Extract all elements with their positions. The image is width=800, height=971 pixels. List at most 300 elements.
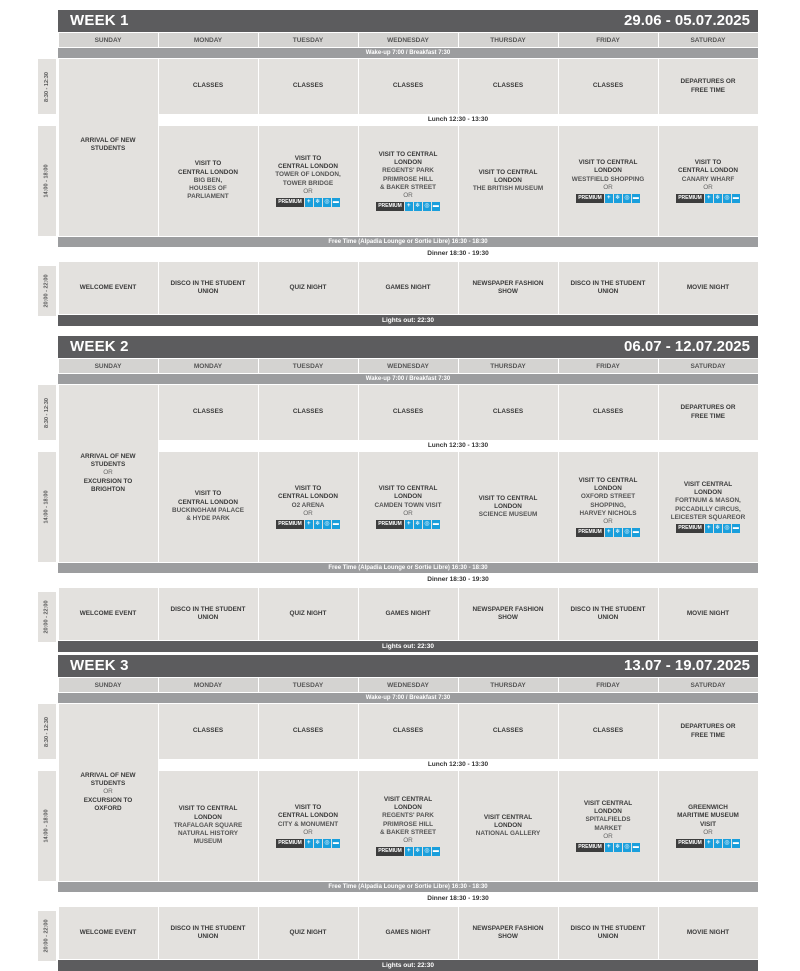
premium-badge xyxy=(376,520,440,529)
morning-activity: CLASSES xyxy=(492,408,524,416)
time-morning xyxy=(38,704,56,759)
time-evening-label: 20:00 - 22:00 xyxy=(44,919,50,953)
afternoon-title-line: VISIT CENTRAL xyxy=(483,813,533,821)
globe-icon: ◎ xyxy=(624,844,630,851)
week-dates: 13.07 - 19.07.2025 xyxy=(624,657,750,674)
afternoon-cell xyxy=(659,452,758,562)
evening-cell xyxy=(559,262,658,314)
afternoon-title-line: LONDON xyxy=(394,493,422,501)
day-header-wednesday: WEDNESDAY xyxy=(359,359,458,373)
globe-icon: ◎ xyxy=(624,195,630,202)
globe-icon: ◎ xyxy=(424,203,430,210)
afternoon-detail-line: CANARY WHARF xyxy=(681,175,735,183)
afternoon-detail-line: NATURAL HISTORY xyxy=(177,830,239,838)
afternoon-detail-line: PRIMROSE HILL xyxy=(382,820,434,828)
wakeup-band: Wake-up 7:00 / Breakfast 7:30 xyxy=(58,374,758,384)
morning-cell xyxy=(359,59,458,114)
afternoon-or: OR xyxy=(303,828,313,836)
week-title: WEEK 1 xyxy=(70,12,129,29)
evening-cell xyxy=(359,588,458,640)
morning-cell xyxy=(459,59,558,114)
plus-icon: + xyxy=(705,839,713,848)
premium-badge xyxy=(676,839,740,848)
premium-badge xyxy=(576,843,640,852)
ticket-icon: ▬ xyxy=(332,840,339,847)
ticket-icon: ▬ xyxy=(632,195,639,202)
evening-cell xyxy=(259,262,358,314)
lights-out-band: Lights out: 22:30 xyxy=(58,641,758,652)
lights-out-band: Lights out: 22:30 xyxy=(58,315,758,326)
afternoon-title-line: VISIT TO xyxy=(294,803,322,811)
premium-badge xyxy=(376,847,440,856)
afternoon-title-line: CENTRAL LONDON xyxy=(278,493,338,501)
premium-badge xyxy=(576,528,640,537)
plus-icon: + xyxy=(405,847,413,856)
afternoon-title-line: MARITIME MUSEUM xyxy=(677,812,739,820)
afternoon-detail-line: REGENTS' PARK xyxy=(382,167,434,175)
premium-label: PREMIUM xyxy=(678,840,702,847)
evening-activity: MOVIE NIGHT xyxy=(686,609,730,617)
afternoon-title-line: LONDON xyxy=(494,176,522,184)
afternoon-or: OR xyxy=(403,509,413,517)
ticket-icon: ▬ xyxy=(432,203,439,210)
premium-label: PREMIUM xyxy=(378,203,402,210)
afternoon-title-line: VISIT TO CENTRAL xyxy=(378,150,438,158)
lights-out-band: Lights out: 22:30 xyxy=(58,960,758,971)
morning-cell xyxy=(259,59,358,114)
free-time-band: Free Time (Alpadia Lounge or Sortie Libre) 16:30 - 18:30 xyxy=(58,563,758,573)
time-evening xyxy=(38,266,56,316)
premium-badge xyxy=(676,194,740,203)
afternoon-title-line: VISIT CENTRAL xyxy=(383,795,433,803)
afternoon-title-line: LONDON xyxy=(394,803,422,811)
afternoon-detail-line: & BAKER STREET xyxy=(379,828,437,836)
ski-icon: ❄ xyxy=(615,844,621,851)
ski-icon: ❄ xyxy=(315,521,321,528)
day-header-tuesday: TUESDAY xyxy=(259,359,358,373)
evening-cell xyxy=(159,907,258,959)
sunday-arrival-cell xyxy=(59,704,158,881)
afternoon-title-line: VISIT TO CENTRAL xyxy=(478,168,538,176)
evening-activity: MOVIE NIGHT xyxy=(686,928,730,936)
premium-badge xyxy=(376,202,440,211)
ski-icon: ❄ xyxy=(615,195,621,202)
afternoon-or: OR xyxy=(303,187,313,195)
morning-cell xyxy=(659,385,758,440)
afternoon-detail-line: SPITALFIELDS xyxy=(585,816,631,824)
afternoon-detail-line: PARLIAMENT xyxy=(187,193,229,201)
premium-label: PREMIUM xyxy=(278,840,302,847)
ski-icon: ❄ xyxy=(415,203,421,210)
day-header-tuesday: TUESDAY xyxy=(259,33,358,47)
afternoon-detail-line: FORTNUM & MASON, xyxy=(675,497,741,505)
afternoon-title-line: VISIT TO CENTRAL xyxy=(378,484,438,492)
ski-icon: ❄ xyxy=(415,521,421,528)
afternoon-detail-line: WESTFIELD SHOPPING xyxy=(571,175,645,183)
premium-label: PREMIUM xyxy=(378,521,402,528)
evening-activity: GAMES NIGHT xyxy=(385,928,431,936)
time-evening xyxy=(38,911,56,961)
afternoon-title-line: CENTRAL LONDON xyxy=(678,167,738,175)
afternoon-detail-line: PICCADILLY CIRCUS, xyxy=(675,505,741,513)
week-header xyxy=(58,655,758,677)
afternoon-detail-line: O2 ARENA xyxy=(291,501,325,509)
globe-icon: ◎ xyxy=(624,529,630,536)
evening-cell xyxy=(159,262,258,314)
afternoon-title-line: VISIT CENTRAL xyxy=(583,799,633,807)
arrival-line: STUDENTS xyxy=(90,780,126,787)
ski-icon: ❄ xyxy=(715,195,721,202)
afternoon-title-line: CENTRAL LONDON xyxy=(178,168,238,176)
globe-icon: ◎ xyxy=(424,848,430,855)
afternoon-cell xyxy=(359,452,458,562)
arrival-or: OR xyxy=(103,788,113,796)
day-header-monday: MONDAY xyxy=(159,33,258,47)
ticket-icon: ▬ xyxy=(432,521,439,528)
plus-icon: + xyxy=(705,194,713,203)
day-header-sunday: SUNDAY xyxy=(59,678,158,692)
premium-badge xyxy=(276,520,340,529)
evening-cell xyxy=(59,588,158,640)
afternoon-cell xyxy=(559,452,658,562)
week-block xyxy=(38,655,758,970)
time-afternoon-label: 14:00 - 18:00 xyxy=(44,164,50,198)
afternoon-detail-line: BUCKINGHAM PALACE xyxy=(172,507,244,514)
premium-label: PREMIUM xyxy=(278,199,302,206)
premium-label: PREMIUM xyxy=(578,529,602,536)
ticket-icon: ▬ xyxy=(732,525,739,532)
evening-cell xyxy=(59,907,158,959)
time-morning xyxy=(38,385,56,440)
day-header-friday: FRIDAY xyxy=(559,33,658,47)
morning-activity: CLASSES xyxy=(192,408,224,416)
afternoon-title-line: LONDON xyxy=(694,489,722,496)
time-morning xyxy=(38,59,56,114)
afternoon-cell xyxy=(159,452,258,562)
morning-activity: DEPARTURES OR FREE TIME xyxy=(680,78,736,94)
day-header-friday: FRIDAY xyxy=(559,359,658,373)
day-header-friday: FRIDAY xyxy=(559,678,658,692)
morning-cell xyxy=(159,59,258,114)
afternoon-or: OR xyxy=(603,832,613,840)
evening-activity: DISCO IN THE STUDENT UNION xyxy=(570,605,646,621)
ski-icon: ❄ xyxy=(415,848,421,855)
premium-badge xyxy=(276,198,340,207)
arrival-line: OXFORD xyxy=(94,804,122,812)
morning-activity: CLASSES xyxy=(292,408,324,416)
plus-icon: + xyxy=(605,194,613,203)
time-morning-label: 8:30 - 12:30 xyxy=(44,71,50,102)
evening-activity: NEWSPAPER FASHION SHOW xyxy=(472,279,544,295)
week-block xyxy=(38,10,758,325)
afternoon-title-line: LONDON xyxy=(594,484,622,492)
afternoon-or: OR xyxy=(603,518,613,526)
afternoon-detail-line: CITY & MONUMENT xyxy=(277,820,339,828)
afternoon-detail-line: CAMDEN TOWN VISIT xyxy=(374,501,442,509)
afternoon-cell xyxy=(359,126,458,236)
afternoon-title-line: VISIT TO CENTRAL xyxy=(578,476,638,484)
premium-label: PREMIUM xyxy=(278,521,302,528)
afternoon-title-line: LONDON xyxy=(194,813,222,821)
evening-cell xyxy=(459,907,558,959)
afternoon-detail-line: SCIENCE MUSEUM xyxy=(478,511,538,519)
morning-cell xyxy=(259,704,358,759)
day-header-thursday: THURSDAY xyxy=(459,359,558,373)
plus-icon: + xyxy=(405,520,413,529)
plus-icon: + xyxy=(305,839,313,848)
afternoon-title-line: LONDON xyxy=(594,808,622,815)
morning-cell xyxy=(359,385,458,440)
globe-icon: ◎ xyxy=(724,195,730,202)
evening-activity: QUIZ NIGHT xyxy=(289,609,327,617)
day-header-saturday: SATURDAY xyxy=(659,33,758,47)
ski-icon: ❄ xyxy=(315,840,321,847)
globe-icon: ◎ xyxy=(424,521,430,528)
premium-badge xyxy=(276,839,340,848)
afternoon-title-line: VISIT TO xyxy=(294,484,322,492)
free-time-band: Free Time (Alpadia Lounge or Sortie Libre) 16:30 - 18:30 xyxy=(58,237,758,247)
morning-cell xyxy=(459,385,558,440)
lunch-band: Lunch 12:30 - 13:30 xyxy=(158,759,758,771)
afternoon-cell xyxy=(259,126,358,236)
afternoon-detail-line: & BAKER STREET xyxy=(379,183,437,191)
morning-activity: CLASSES xyxy=(492,82,524,90)
dinner-band: Dinner 18:30 - 19:30 xyxy=(158,248,758,260)
afternoon-cell xyxy=(459,771,558,881)
arrival-line: EXCURSION TO xyxy=(83,477,133,485)
evening-activity: DISCO IN THE STUDENT UNION xyxy=(570,924,646,940)
evening-cell xyxy=(659,588,758,640)
globe-icon: ◎ xyxy=(724,840,730,847)
globe-icon: ◎ xyxy=(324,199,330,206)
morning-activity: CLASSES xyxy=(592,82,624,90)
afternoon-title-line: GREENWICH xyxy=(688,803,728,811)
afternoon-title-line: VISIT xyxy=(700,820,716,828)
ski-icon: ❄ xyxy=(715,840,721,847)
evening-cell xyxy=(259,907,358,959)
ticket-icon: ▬ xyxy=(632,529,639,536)
week-header xyxy=(58,10,758,32)
morning-cell xyxy=(359,704,458,759)
day-header-sunday: SUNDAY xyxy=(59,33,158,47)
afternoon-title-line: LONDON xyxy=(594,167,622,175)
evening-activity: GAMES NIGHT xyxy=(385,609,431,617)
afternoon-cell xyxy=(159,126,258,236)
evening-activity: NEWSPAPER FASHION SHOW xyxy=(472,605,544,621)
ticket-icon: ▬ xyxy=(732,840,739,847)
globe-icon: ◎ xyxy=(324,840,330,847)
afternoon-cell xyxy=(559,771,658,881)
evening-cell xyxy=(59,262,158,314)
wakeup-band: Wake-up 7:00 / Breakfast 7:30 xyxy=(58,48,758,58)
afternoon-detail-line: NATIONAL GALLERY xyxy=(475,830,541,838)
morning-cell xyxy=(459,704,558,759)
afternoon-or: OR xyxy=(703,183,713,191)
morning-activity: CLASSES xyxy=(292,82,324,90)
premium-badge xyxy=(676,524,740,533)
morning-cell xyxy=(559,385,658,440)
ski-icon: ❄ xyxy=(315,199,321,206)
afternoon-detail-line: BIG BEN, xyxy=(193,176,223,184)
afternoon-cell xyxy=(559,126,658,236)
evening-cell xyxy=(459,588,558,640)
morning-cell xyxy=(659,704,758,759)
sunday-arrival-cell xyxy=(59,59,158,236)
morning-activity: CLASSES xyxy=(192,82,224,90)
morning-activity: CLASSES xyxy=(392,82,424,90)
afternoon-cell xyxy=(659,126,758,236)
arrival-line: STUDENTS xyxy=(90,145,126,153)
morning-cell xyxy=(559,59,658,114)
evening-cell xyxy=(659,262,758,314)
afternoon-title-line: VISIT TO xyxy=(294,154,322,162)
ticket-icon: ▬ xyxy=(332,199,339,206)
evening-activity: MOVIE NIGHT xyxy=(686,283,730,291)
dinner-band: Dinner 18:30 - 19:30 xyxy=(158,574,758,586)
time-afternoon xyxy=(38,126,56,236)
sunday-arrival-cell xyxy=(59,385,158,562)
afternoon-title-line: VISIT CENTRAL xyxy=(683,480,733,488)
afternoon-title-line: CENTRAL LONDON xyxy=(278,163,338,170)
morning-activity: DEPARTURES OR FREE TIME xyxy=(680,723,736,739)
afternoon-detail-line: HARVEY NICHOLS xyxy=(579,509,637,517)
time-afternoon-label: 14:00 - 18:00 xyxy=(44,809,50,843)
ticket-icon: ▬ xyxy=(632,844,639,851)
morning-cell xyxy=(559,704,658,759)
day-header-thursday: THURSDAY xyxy=(459,33,558,47)
afternoon-title-line: LONDON xyxy=(494,502,522,510)
evening-activity: QUIZ NIGHT xyxy=(289,928,327,936)
premium-label: PREMIUM xyxy=(578,195,602,202)
morning-activity: CLASSES xyxy=(592,408,624,416)
ski-icon: ❄ xyxy=(615,529,621,536)
morning-activity: CLASSES xyxy=(192,727,224,735)
afternoon-detail-line: PRIMROSE HILL xyxy=(382,175,434,183)
morning-cell xyxy=(159,704,258,759)
afternoon-cell xyxy=(459,452,558,562)
evening-cell xyxy=(159,588,258,640)
ticket-icon: ▬ xyxy=(332,521,339,528)
afternoon-or: OR xyxy=(703,828,713,836)
week-title: WEEK 2 xyxy=(70,338,129,355)
ticket-icon: ▬ xyxy=(432,848,439,855)
afternoon-cell xyxy=(659,771,758,881)
afternoon-title-line: VISIT TO xyxy=(194,160,222,168)
lunch-band: Lunch 12:30 - 13:30 xyxy=(158,114,758,126)
evening-activity: NEWSPAPER FASHION SHOW xyxy=(472,924,544,940)
afternoon-detail-line: HOUSES OF xyxy=(189,185,227,193)
afternoon-detail-line: TOWER BRIDGE xyxy=(282,179,334,187)
dinner-band: Dinner 18:30 - 19:30 xyxy=(158,893,758,905)
afternoon-title-line: CENTRAL LONDON xyxy=(278,812,338,820)
afternoon-detail-line: OXFORD STREET xyxy=(580,493,636,501)
time-morning-label: 8:30 - 12:30 xyxy=(44,716,50,747)
afternoon-detail-line: SHOPPING, xyxy=(590,501,626,509)
afternoon-detail-line: REGENTS' PARK xyxy=(382,812,434,820)
evening-cell xyxy=(559,588,658,640)
morning-cell xyxy=(159,385,258,440)
evening-cell xyxy=(359,907,458,959)
afternoon-title-line: VISIT TO xyxy=(194,490,222,498)
evening-activity: WELCOME EVENT xyxy=(79,928,137,936)
afternoon-detail-line: TRAFALGAR SQUARE xyxy=(173,821,243,829)
time-evening-label: 20:00 - 22:00 xyxy=(44,600,50,634)
evening-activity: WELCOME EVENT xyxy=(79,609,137,617)
plus-icon: + xyxy=(605,528,613,537)
evening-activity: DISCO IN THE STUDENT UNION xyxy=(170,605,246,621)
afternoon-cell xyxy=(259,452,358,562)
day-header-thursday: THURSDAY xyxy=(459,678,558,692)
time-morning-label: 8:30 - 12:30 xyxy=(44,397,50,428)
arrival-line: ARRIVAL OF NEW xyxy=(80,137,136,144)
arrival-or: OR xyxy=(103,469,113,477)
afternoon-or: OR xyxy=(603,183,613,191)
day-header-saturday: SATURDAY xyxy=(659,359,758,373)
day-header-sunday: SUNDAY xyxy=(59,359,158,373)
evening-activity: DISCO IN THE STUDENT UNION xyxy=(170,279,246,295)
morning-cell xyxy=(259,385,358,440)
day-header-wednesday: WEDNESDAY xyxy=(359,678,458,692)
afternoon-detail-line: LEICESTER SQUAREOR xyxy=(670,513,746,521)
evening-cell xyxy=(459,262,558,314)
afternoon-title-line: LONDON xyxy=(494,821,522,829)
morning-activity: CLASSES xyxy=(492,727,524,735)
afternoon-detail-line: TOWER OF LONDON, xyxy=(275,171,341,179)
premium-label: PREMIUM xyxy=(678,525,702,532)
afternoon-title-line: VISIT TO CENTRAL xyxy=(178,805,238,813)
day-header-monday: MONDAY xyxy=(159,678,258,692)
week-block xyxy=(38,336,758,651)
time-evening-label: 20:00 - 22:00 xyxy=(44,274,50,308)
arrival-line: EXCURSION TO xyxy=(83,796,133,804)
lunch-band: Lunch 12:30 - 13:30 xyxy=(158,440,758,452)
plus-icon: + xyxy=(605,843,613,852)
afternoon-or: OR xyxy=(403,837,413,845)
plus-icon: + xyxy=(405,202,413,211)
evening-activity: DISCO IN THE STUDENT UNION xyxy=(570,279,646,295)
morning-activity: CLASSES xyxy=(292,727,324,735)
evening-activity: GAMES NIGHT xyxy=(385,283,431,291)
afternoon-detail-line: MARKET xyxy=(594,824,622,832)
afternoon-title-line: LONDON xyxy=(394,158,422,166)
week-header xyxy=(58,336,758,358)
evening-activity: DISCO IN THE STUDENT UNION xyxy=(170,924,246,940)
premium-label: PREMIUM xyxy=(578,844,602,851)
afternoon-detail-line: THE BRITISH MUSEUM xyxy=(472,185,544,193)
afternoon-cell xyxy=(359,771,458,881)
evening-cell xyxy=(559,907,658,959)
day-header-saturday: SATURDAY xyxy=(659,678,758,692)
arrival-line: BRIGHTON xyxy=(91,485,125,493)
premium-label: PREMIUM xyxy=(678,195,702,202)
afternoon-title-line: CENTRAL LONDON xyxy=(178,498,238,506)
plus-icon: + xyxy=(705,524,713,533)
week-dates: 06.07 - 12.07.2025 xyxy=(624,338,750,355)
free-time-band: Free Time (Alpadia Lounge or Sortie Libre) 16:30 - 18:30 xyxy=(58,882,758,892)
evening-cell xyxy=(359,262,458,314)
plus-icon: + xyxy=(305,198,313,207)
afternoon-detail-line: & HYDE PARK xyxy=(186,515,230,523)
afternoon-detail-line: MUSEUM xyxy=(193,838,223,846)
afternoon-title-line: VISIT TO xyxy=(694,158,722,166)
morning-cell xyxy=(659,59,758,114)
premium-label: PREMIUM xyxy=(378,848,402,855)
premium-badge xyxy=(576,194,640,203)
afternoon-or: OR xyxy=(303,509,313,517)
afternoon-title-line: VISIT TO CENTRAL xyxy=(478,494,538,502)
morning-activity: DEPARTURES OR FREE TIME xyxy=(680,404,736,420)
arrival-line: STUDENTS xyxy=(90,461,126,468)
